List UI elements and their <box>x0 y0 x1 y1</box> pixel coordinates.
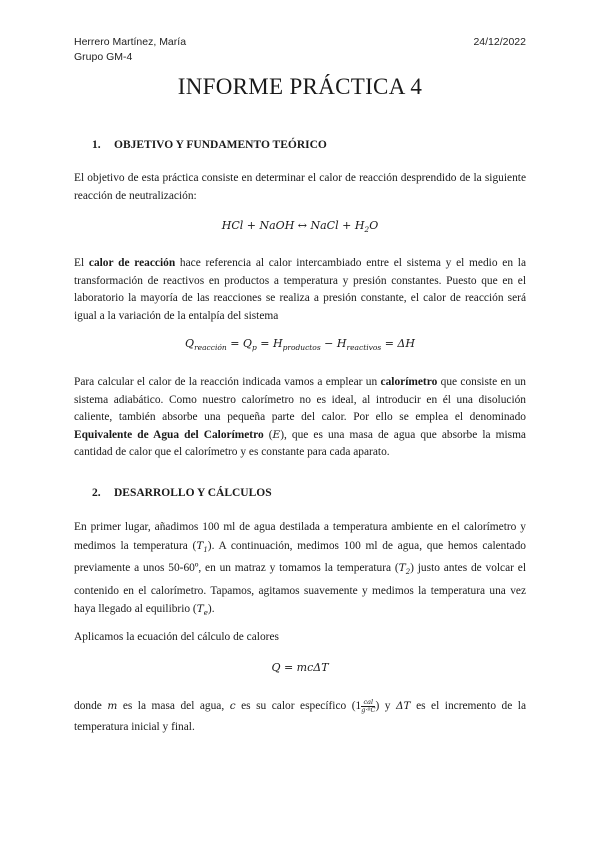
paragraph-objective: El objetivo de esta práctica consiste en determinar el calor de reacción desprendido de la siguiente reacción de neutralización: <box>74 172 526 202</box>
report-date: 24/12/2022 <box>473 36 526 48</box>
section-heading-1 <box>92 139 327 151</box>
paragraph-apply: Aplicamos la ecuación del cálculo de calores <box>74 631 279 643</box>
paragraph-where: donde m es la masa del agua, c es su calor específico (1 $\frac{\text{cal}}{\text{g·ºC}}$ ) y ΔT es el incremento de la temperatura inicial y final. <box>74 697 527 733</box>
paragraph-procedure: En primer lugar, añadimos 100 ml de agua destilada a temperatura ambiente en el calorímetro y medimos la temperatura $(T_1)$. A continuación, medimos 100 ml de agua, que hemos calentado previamente a unos 50-60º, en un matraz y tomamos la temperatura $(T_2)$ justo antes de volcar el contenido en el calorímetro. Tapamos, agitamos suavemente y medimos la temperatura una vez haya llegado al equilibrio $(T_e)$. <box>74 521 526 618</box>
paragraph-heat: El calor de reacción hace referencia al calor intercambiado entre el sistema y el medio en la transformación de reactivos en productos a temperatura y presión constantes. Puesto que en el laboratorio la mayoría de las reacciones se realiza a presión constante, el calor de reacción será igual a la variación de la entalpía del sistema <box>74 257 526 322</box>
section-title: OBJETIVO Y FUNDAMENTO TEÓRICO <box>114 139 327 151</box>
author-name: Herrero Martínez, María <box>74 36 187 48</box>
section-title: DESARROLLO Y CÁLCULOS <box>114 487 272 499</box>
section-number: 1. <box>92 139 101 151</box>
equation-reaction: HCl + NaOH ↔ NaCl + $H_2O$ <box>221 219 379 235</box>
unit-fraction: $\frac{\text{cal}}{\text{g·ºC}}$ <box>361 697 376 714</box>
term-equivalente-agua: Equivalente de Agua del Calorímetro <box>74 428 264 441</box>
equation-heat: Q = mcΔT <box>271 661 329 674</box>
section-heading-2 <box>92 487 272 499</box>
paragraph-calorimeter: Para calcular el calor de la reacción indicada vamos a emplear un calorímetro que consiste en un sistema adiabático. Como nuestro calorímetro no es ideal, al introducir en él una disolución caliente, también absorbe una pequeña parte del calor. Por ello se emplea el denominado Equivalente de Agua del Calorímetro (E), que es una masa de agua que absorbe la misma cantidad de calor que el calorímetro y es constante para cada aparato. <box>74 376 526 458</box>
term-calor-reaccion: calor de reacción <box>88 257 176 269</box>
page-title: INFORME PRÁCTICA 4 <box>177 74 423 99</box>
equation-enthalpy: $Q_{reacción} = Q_p = H_{productos} - H_{reactivos} = \Delta H$ <box>185 337 415 353</box>
term-calorimetro: calorímetro <box>380 376 438 388</box>
section-number: 2. <box>92 487 101 499</box>
group-label: Grupo GM-4 <box>74 51 133 63</box>
